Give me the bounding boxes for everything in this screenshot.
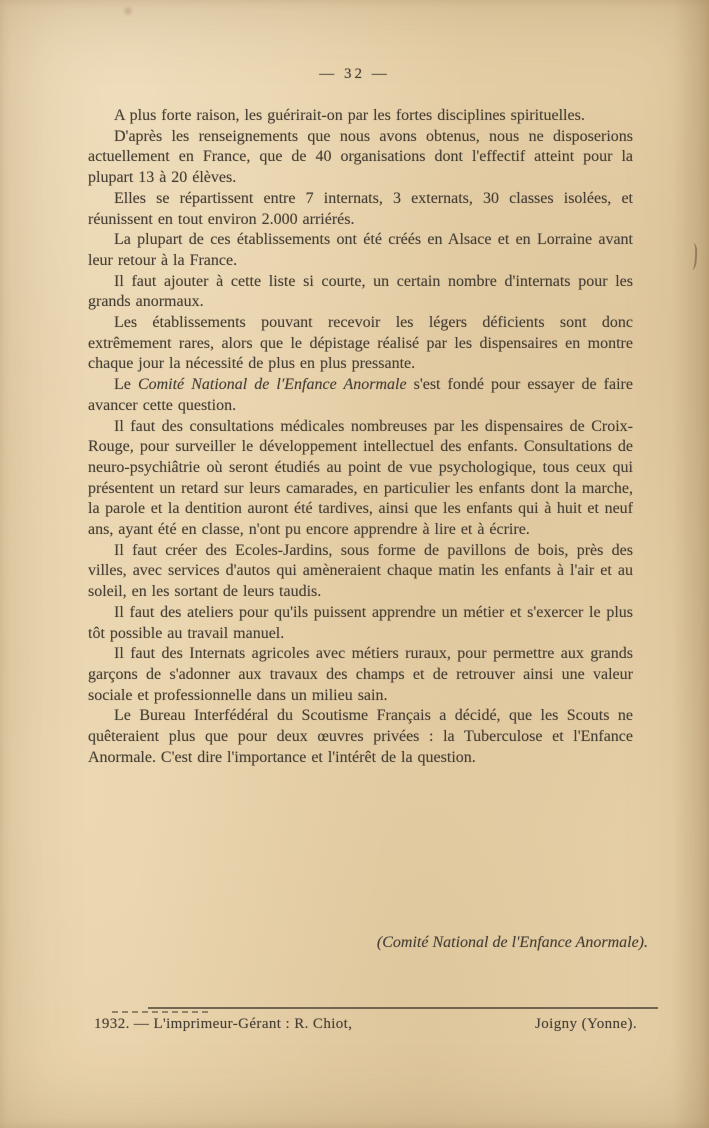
paragraph: D'après les renseignements que nous avons obtenus, nous ne disposerions actuellement en France, que de 40 organisations dont l'effectif atteint pour la plupart 13 à 20 élèves. [88, 127, 633, 187]
stray-ink-mark [687, 243, 697, 270]
footer-rule [148, 1007, 658, 1009]
paragraph: La plupart de ces établissements ont été créés en Alsace et en Lorraine avant leur retour à la France. [88, 231, 633, 269]
paragraph: Il faut ajouter à cette liste si courte, un certain nombre d'internats pour les grands anormaux. [88, 272, 633, 311]
paragraph: Elles se répartissent entre 7 internats, 3 externats, 30 classes isolées, et réunissent en tout environ 2.000 arriérés. [88, 189, 633, 228]
paragraph: Le Bureau Interfédéral du Scoutisme Français a décidé, que les Scouts ne quêteraient plus que pour deux œuvres privées : la Tuberculose et l'Enfance Anormale. C'est dire l'importance et l'intérêt de la question. [88, 707, 633, 766]
paragraph: A plus forte raison, les guérirait-on par les fortes disciplines spirituelles. [114, 107, 585, 124]
italic-committee-name: Comité National de l'Enfance Anormale [137, 376, 407, 394]
footer-dashed-rule [112, 1011, 208, 1013]
paragraph: Il faut des Internats agricoles avec métiers ruraux, pour permettre aux grands garçons de s'adonner aux travaux des champs et de retrouver ainsi une valeur sociale et professionnelle dans un milieu sain. [88, 645, 633, 704]
paragraph-with-italic [88, 375, 633, 416]
paragraph-text: Le [114, 376, 138, 394]
imprint-place: Joigny (Yonne). [535, 1016, 637, 1032]
paragraph: Il faut des ateliers pour qu'ils puissent apprendre un métier et s'exercer le plus tôt possible au travail manuel. [88, 603, 633, 642]
signature-line: (Comité National de l'Enfance Anormale). [376, 934, 648, 951]
paragraph: Il faut des consultations médicales nombreuses par les dispensaires de Croix-Rouge, pour surveiller le développement intellectuel des enfants. Consultations de neuro-psychiâtrie où seront étudiés au point de vue psychologique, tous ceux qui présentent un retard sur leurs camarades, en particulier les enfants dont la marche, la parole et la dentition auront été tardives, ainsi que les enfants qui à huit et neuf ans, ayant été en classe, n'ont pu encore apprendre à lire et à écrire. [88, 417, 633, 539]
body-text [88, 106, 633, 769]
imprint-printer: 1932. — L'imprimeur-Gérant : R. Chiot, [94, 1016, 353, 1032]
scan-edge-shadow [673, 0, 709, 1128]
paragraph-text: s'est fondé pour essayer de faire avancer cette question. [88, 376, 633, 414]
page-number: — 32 — [319, 66, 390, 82]
paragraph: Il faut créer des Ecoles-Jardins, sous forme de pavillons de bois, près des villes, avec services d'autos qui amèneraient chaque matin les enfants à l'air et au soleil, en les sortant de leurs taudis. [88, 541, 633, 601]
paragraph: Les établissements pouvant recevoir les légers déficients sont donc extrêmement rares, alors que le dépistage réalisé par les dispensaires en montre chaque jour la nécessité de plus en plus pressante. [88, 314, 633, 373]
imprint-footer [94, 1016, 637, 1033]
ink-smudge-mark [122, 6, 134, 16]
